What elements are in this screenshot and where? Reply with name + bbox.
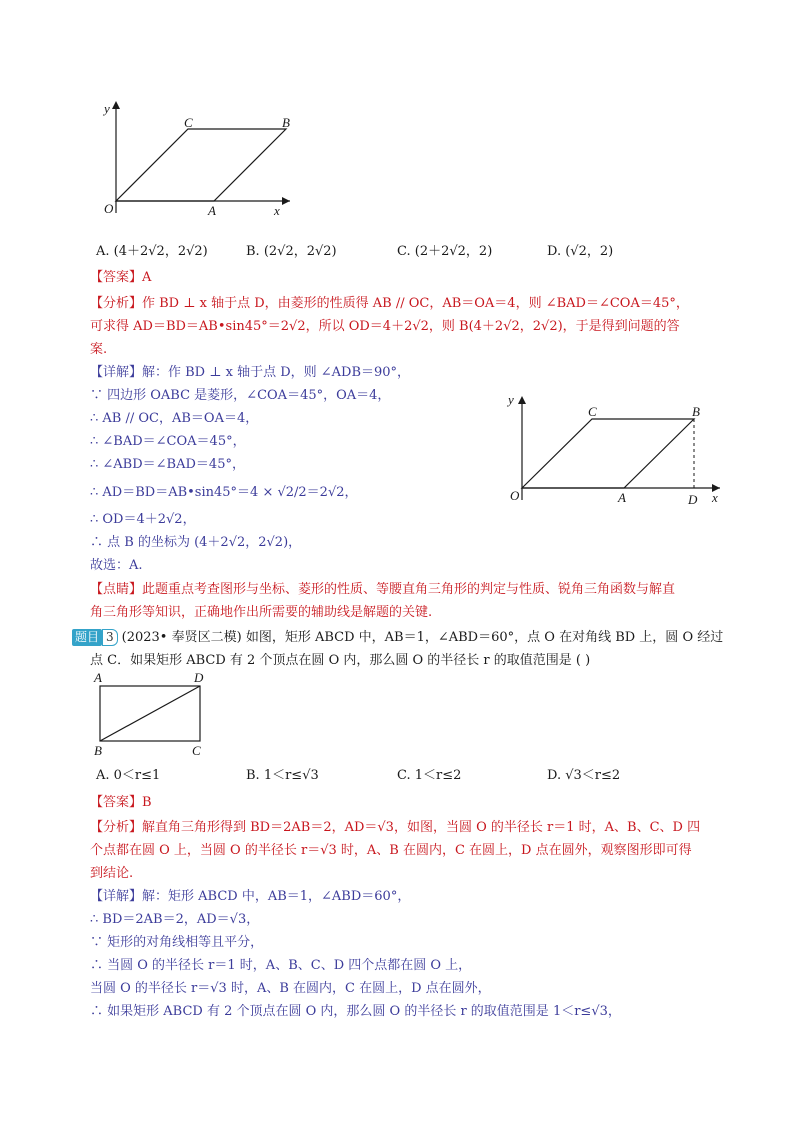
question-number: 3 [102,629,118,646]
label-d: D [688,492,698,507]
rectangle-figure [90,670,220,760]
q2-detail-line: 故选：A. [90,558,143,573]
y-axis-arrow [518,396,526,404]
rhombus-figure-1 [90,95,300,225]
q3-analysis-line: 个点都在圆 O 上，当圆 O 的半径长 r＝√3 时，A、B 在圆内，C 在圆上，D 点在圆外，观察图形即可得 [90,843,692,858]
label-o: O [104,201,114,216]
label-b: B [94,743,102,758]
q3-detail-line: 【详解】解：矩形 ABCD 中，AB＝1，∠ABD＝60°， [90,889,411,904]
q3-stem-line-2: 点 C．如果矩形 ABCD 有 2 个顶点在圆 O 内，那么圆 O 的半径长 r 的取值范围是 ( ) [90,653,591,668]
q2-detail-line: ∴ AB // OC，AB＝OA＝4， [90,411,259,426]
label-a: A [94,670,102,685]
rhombus-oabc [522,419,694,488]
q2-detail-line: ∴ AD＝BD＝AB•sin45°＝4 × √2/2＝2√2， [90,485,358,500]
label-b: B [692,404,700,419]
question-badge: 题目 [72,629,102,646]
q2-analysis-line: 案. [90,342,108,357]
label-c: C [184,115,193,130]
q2-detail-line: 【详解】解：作 BD ⊥ x 轴于点 D，则 ∠ADB＝90°， [90,365,411,380]
q2-detail-line: ∵ 四边形 OABC 是菱形，∠COA＝45°，OA＝4， [90,388,391,403]
q3-stem-text: (2023• 奉贤区二模) 如图，矩形 ABCD 中，AB＝1，∠ABD＝60°，点 O 在对角线 BD 上，圆 O 经过 [121,630,724,645]
q2-analysis-line: 可求得 AD＝BD＝AB•sin45°＝2√2，所以 OD＝4＋2√2，则 B(4＋2√2，2√2)，于是得到问题的答 [90,319,680,334]
q3-detail-line: ∴ BD＝2AB＝2，AD＝√3， [90,912,260,927]
q3-analysis-line: 【分析】解直角三角形得到 BD＝2AB＝2，AD＝√3，如图，当圆 O 的半径长 r＝1 时，A、B、C、D 四 [90,820,701,835]
label-d: D [194,670,204,685]
y-axis-arrow [112,101,120,109]
rhombus-figure-2 [500,390,730,515]
q3-answer: 【答案】B [90,795,152,810]
q2-detail-line: ∴ 点 B 的坐标为 (4＋2√2，2√2)， [90,535,302,550]
q2-answer: 【答案】A [90,270,152,285]
label-a: A [618,490,626,505]
rhombus-oabc [116,129,286,201]
q3-detail-line: ∴ 如果矩形 ABCD 有 2 个顶点在圆 O 内，那么圆 O 的半径长 r 的取值范围是 1＜r≤√3， [90,1004,621,1019]
q2-option-d: D. (√2，2) [547,244,614,259]
q3-detail-line: 当圆 O 的半径长 r＝√3 时，A、B 在圆内，C 在圆上，D 点在圆外， [90,981,491,996]
label-o: O [510,488,520,503]
q2-comment-line: 【点睛】此题重点考查图形与坐标、菱形的性质、等腰直角三角形的判定与性质、锐角三角函数与解直 [90,582,676,597]
q2-detail-line: ∴ ∠BAD＝∠COA＝45°， [90,434,246,449]
label-y: y [104,101,110,116]
q3-option-b: B. 1＜r≤√3 [246,768,319,783]
label-c: C [588,404,597,419]
q2-option-a: A. (4＋2√2，2√2) [96,244,208,259]
q3-option-a: A. 0＜r≤1 [96,768,161,783]
q3-detail-line: ∵ 矩形的对角线相等且平分， [90,935,264,950]
label-a: A [208,203,216,218]
q2-detail-line: ∴ ∠ABD＝∠BAD＝45°， [90,457,245,472]
q2-option-b: B. (2√2，2√2) [246,244,337,259]
q2-comment-line: 角三角形等知识，正确地作出所需要的辅助线是解题的关键. [90,605,433,620]
q3-stem-line-1 [72,628,723,648]
x-axis-arrow [282,197,290,205]
q2-detail-line: ∴ OD＝4＋2√2， [90,512,196,527]
q3-option-d: D. √3＜r≤2 [547,768,621,783]
label-x: x [274,203,280,218]
label-b: B [282,115,290,130]
q3-option-c: C. 1＜r≤2 [397,768,462,783]
diagonal-bd [100,686,200,741]
label-x: x [712,490,718,505]
q3-detail-line: ∴ 当圆 O 的半径长 r＝1 时，A、B、C、D 四个点都在圆 O 上， [90,958,472,973]
q3-analysis-line: 到结论. [90,866,134,881]
label-c: C [192,743,201,758]
label-y: y [508,392,514,407]
q2-analysis-line: 【分析】作 BD ⊥ x 轴于点 D，由菱形的性质得 AB // OC，AB＝OA＝4，则 ∠BAD＝∠COA＝45°， [90,296,689,311]
q2-option-c: C. (2＋2√2，2) [397,244,493,259]
